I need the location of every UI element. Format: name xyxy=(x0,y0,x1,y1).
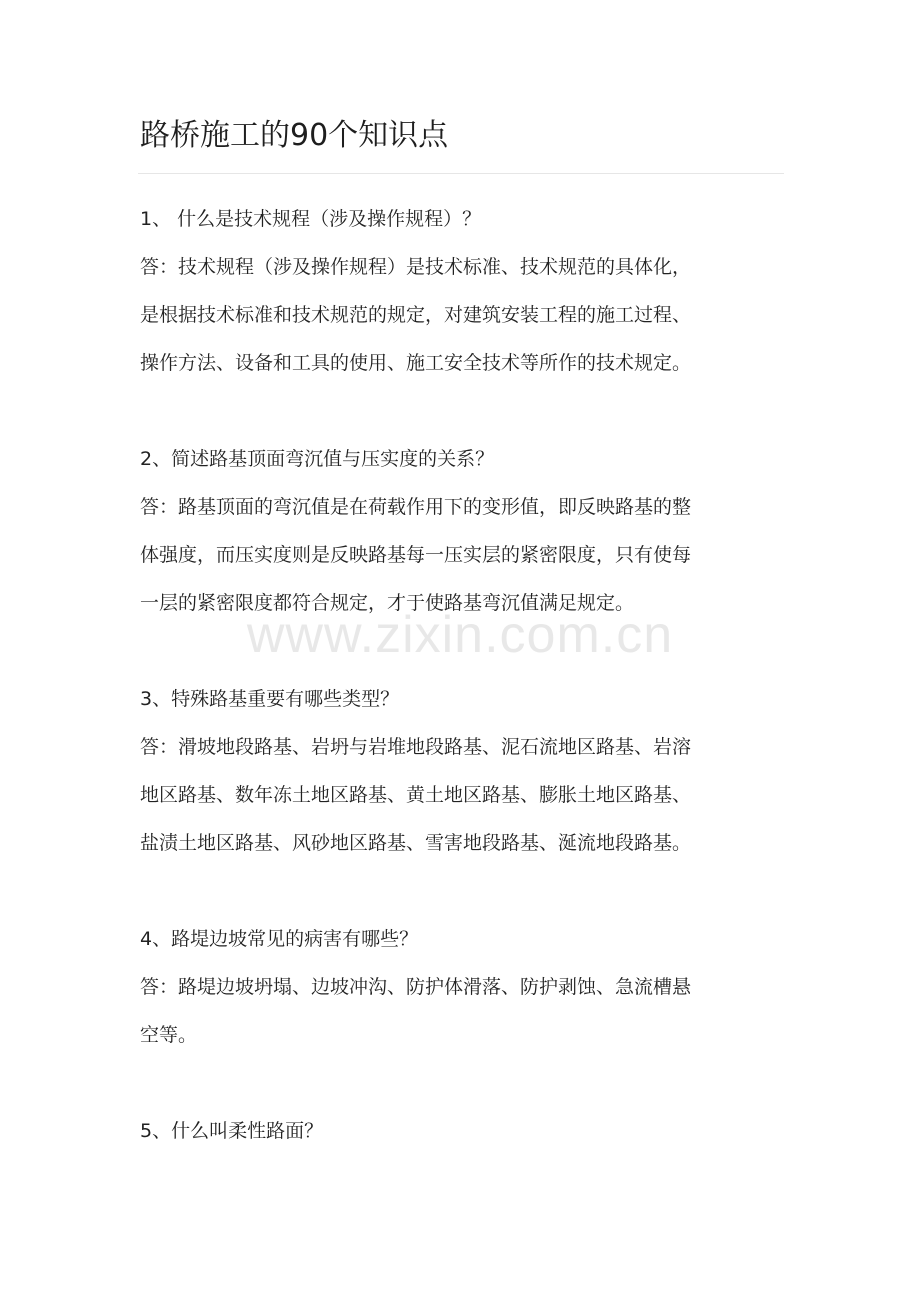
answer-text: 空等。 xyxy=(140,1024,198,1046)
qa-item xyxy=(140,915,780,1059)
qa-item xyxy=(140,1107,780,1155)
answer-text: 操作方法、设备和工具的使用、施工安全技术等所作的技术规定。 xyxy=(140,352,692,374)
qa-item xyxy=(140,195,780,387)
answer-text: 答：滑坡地段路基、岩坍与岩堆地段路基、泥石流地区路基、岩溶 xyxy=(140,736,692,758)
answer-text: 体强度，而压实度则是反映路基每一压实层的紧密限度，只有使每 xyxy=(140,544,692,566)
answer-text: 答：路堤边坡坍塌、边坡冲沟、防护体滑落、防护剥蚀、急流槽悬 xyxy=(140,976,692,998)
question-text: 5、什么叫柔性路面？ xyxy=(140,1120,324,1142)
question-text: 3、特殊路基重要有哪些类型？ xyxy=(140,688,400,710)
question-text: 2、简述路基顶面弯沉值与压实度的关系？ xyxy=(140,448,495,470)
qa-item xyxy=(140,435,780,627)
answer-text: 盐渍土地区路基、风砂地区路基、雪害地段路基、涎流地段路基。 xyxy=(140,832,692,854)
document-title: 路桥施工的90个知识点 xyxy=(140,118,449,153)
answer-text: 是根据技术标准和技术规范的规定，对建筑安装工程的施工过程、 xyxy=(140,304,692,326)
question-text: 4、路堤边坡常见的病害有哪些？ xyxy=(140,928,419,950)
watermark: www.zixin.com.cn xyxy=(246,606,674,664)
qa-list xyxy=(140,195,780,1203)
title-divider xyxy=(138,173,784,174)
answer-text: 答：技术规程（涉及操作规程）是技术标准、技术规范的具体化， xyxy=(140,256,692,278)
answer-text: 地区路基、数年冻土地区路基、黄土地区路基、膨胀土地区路基、 xyxy=(140,784,692,806)
question-text: 1、 什么是技术规程（涉及操作规程）？ xyxy=(140,208,482,230)
qa-item xyxy=(140,675,780,867)
answer-text: 一层的紧密限度都符合规定，才于使路基弯沉值满足规定。 xyxy=(140,592,635,614)
answer-text: 答：路基顶面的弯沉值是在荷载作用下的变形值，即反映路基的整 xyxy=(140,496,692,518)
